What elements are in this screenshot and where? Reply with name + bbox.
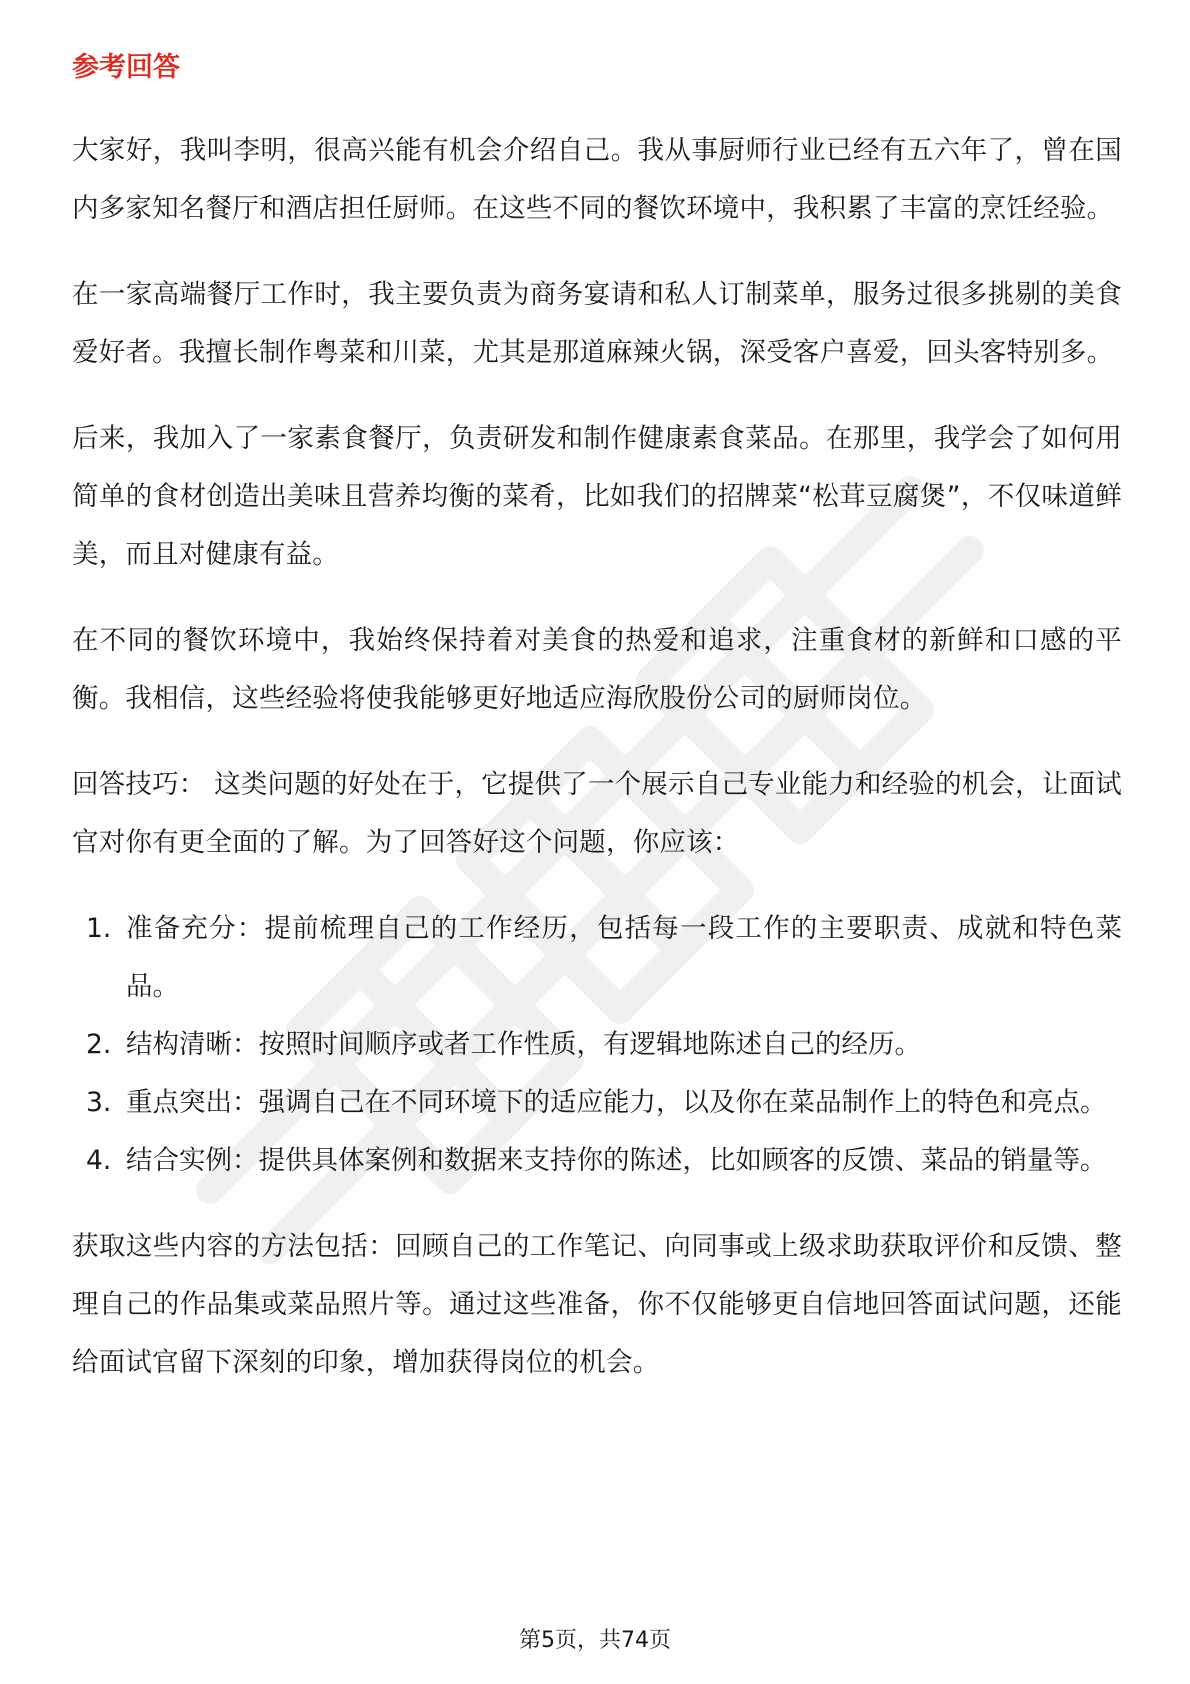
list-item <box>72 1074 1122 1132</box>
list-item-number: 4. <box>86 1145 112 1176</box>
list-item <box>72 1016 1122 1074</box>
list-item-text: 准备充分：提前梳理自己的工作经历，包括每一段工作的主要职责、成就和特色菜品。 <box>126 913 1122 1002</box>
document-page <box>72 48 1122 1420</box>
vegetarian-paragraph: 后来，我加入了一家素食餐厅，负责研发和制作健康素食菜品。在那里，我学会了如何用简单的食材创造出美味且营养均衡的菜肴，比如我们的招牌菜“松茸豆腐煲”，不仅味道鲜美，而且对健康有益。 <box>72 423 1122 570</box>
section-heading: 参考回答 <box>72 52 180 83</box>
list-item <box>72 1132 1122 1190</box>
list-item-number: 2. <box>86 1029 112 1060</box>
list-item-text: 结合实例：提供具体案例和数据来支持你的陈述，比如顾客的反馈、菜品的销量等。 <box>126 1145 1107 1176</box>
tips-intro-paragraph: 回答技巧： 这类问题的好处在于，它提供了一个展示自己专业能力和经验的机会，让面试官对你有更全面的了解。为了回答好这个问题，你应该： <box>72 769 1122 858</box>
list-item-number: 1. <box>86 913 112 944</box>
experience-paragraph: 在一家高端餐厅工作时，我主要负责为商务宴请和私人订制菜单，服务过很多挑剔的美食爱好者。我擅长制作粤菜和川菜，尤其是那道麻辣火锅，深受客户喜爱，回头客特别多。 <box>72 279 1122 368</box>
list-item <box>72 900 1122 1016</box>
list-item-text: 重点突出：强调自己在不同环境下的适应能力，以及你在菜品制作上的特色和亮点。 <box>126 1087 1107 1118</box>
summary-paragraph: 在不同的餐饮环境中，我始终保持着对美食的热爱和追求，注重食材的新鲜和口感的平衡。我相信，这些经验将使我能够更好地适应海欣股份公司的厨师岗位。 <box>72 625 1122 714</box>
page-number-footer: 第5页，共74页 <box>519 1628 671 1653</box>
closing-paragraph: 获取这些内容的方法包括：回顾自己的工作笔记、向同事或上级求助获取评价和反馈、整理自己的作品集或菜品照片等。通过这些准备，你不仅能够更自信地回答面试问题，还能给面试官留下深刻的印象，增加获得岗位的机会。 <box>72 1231 1122 1378</box>
intro-paragraph: 大家好，我叫李明，很高兴能有机会介绍自己。我从事厨师行业已经有五六年了，曾在国内多家知名餐厅和酒店担任厨师。在这些不同的餐饮环境中，我积累了丰富的烹饪经验。 <box>72 135 1122 224</box>
list-item-number: 3. <box>86 1087 112 1118</box>
tips-list <box>72 900 1122 1190</box>
list-item-text: 结构清晰：按照时间顺序或者工作性质，有逻辑地陈述自己的经历。 <box>126 1029 921 1060</box>
